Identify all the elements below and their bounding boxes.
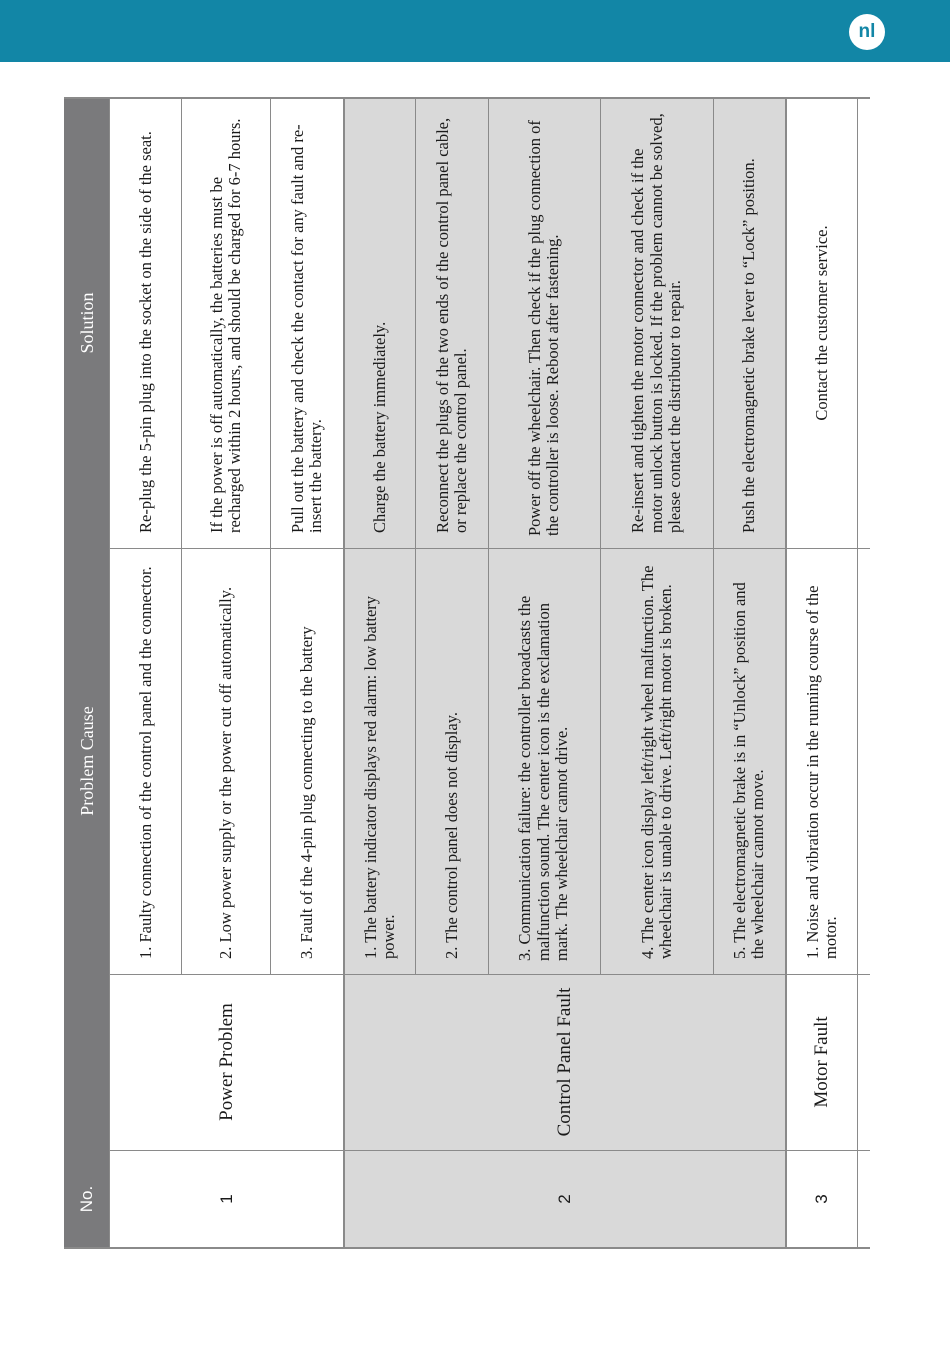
cause-cell: 5. The electromagnetic brake is in “Unlock” position and the wheelchair cannot move. — [729, 582, 767, 959]
group-number: 2 — [555, 1194, 574, 1204]
cause-cell: 1. Faulty connection of the control panel and the connector. — [135, 566, 155, 959]
header-problem-cause: Problem Cause — [76, 706, 97, 816]
table-row — [415, 98, 488, 548]
header-no: No. — [77, 1185, 96, 1213]
solution-cell: Charge the battery immediately. — [369, 321, 389, 533]
table-row — [110, 98, 181, 548]
solution-cell: Re-insert and tighten the motor connector and check if the motor unlock button is locked. If the problem cannot be solved, please contact the distributor to repair. — [627, 113, 684, 533]
table-row — [600, 98, 713, 548]
category-cell: Motor Fault — [811, 1016, 833, 1108]
group-number: 1 — [216, 1194, 236, 1204]
table-row — [488, 98, 600, 548]
table-row — [270, 98, 343, 548]
table-row — [345, 98, 415, 548]
cause-cell: 1. Noise and vibration occur in the running course of the motor. — [802, 585, 840, 959]
category-cell: Power Problem — [215, 1003, 237, 1121]
solution-cell: Re-plug the 5-pin plug into the socket on the side of the seat. — [135, 131, 155, 533]
table-row — [713, 98, 785, 548]
cause-cell: 3. Communication failure: the controller broadcasts the malfunction sound. The center icon is the exclamation mark. The wheelchair cannot drive. — [515, 595, 572, 961]
solution-cell: Power off the wheelchair. Then check if the plug connection of the controller is loose. Reboot after fastening. — [524, 120, 562, 536]
cause-cell: 4. The center icon display left/right wheel malfunction. The wheelchair is unable to drive. Left/right motor is broken. — [637, 565, 675, 959]
cause-cell: 1. The battery indicator displays red alarm: low battery power. — [360, 595, 398, 959]
cause-cell: 3. Fault of the 4-pin plug connecting to the battery — [296, 626, 316, 959]
category-cell: Control Panel Fault — [554, 987, 576, 1137]
solution-cell: Pull out the battery and check the contact for any fault and re-insert the battery. — [287, 124, 325, 533]
solution-cell: Push the electromagnetic brake lever to “Lock” position. — [738, 158, 758, 533]
solution-cell: If the power is off automatically, the batteries must be recharged within 2 hours, and should be charged for 6-7 hours. — [206, 118, 244, 533]
cause-cell: 2. Low power supply or the power cut off automatically. — [215, 586, 235, 959]
group-number: 3 — [812, 1194, 831, 1204]
language-badge: nl — [849, 14, 885, 50]
header-solution: Solution — [76, 292, 97, 354]
solution-cell: Reconnect the plugs of the two ends of the control panel cable, or replace the control panel. — [432, 117, 470, 533]
table-row — [787, 98, 857, 548]
cause-cell: 2. The control panel does not display. — [441, 712, 461, 959]
table-row — [181, 98, 270, 548]
solution-cell: Contact the customer service. — [811, 225, 831, 421]
